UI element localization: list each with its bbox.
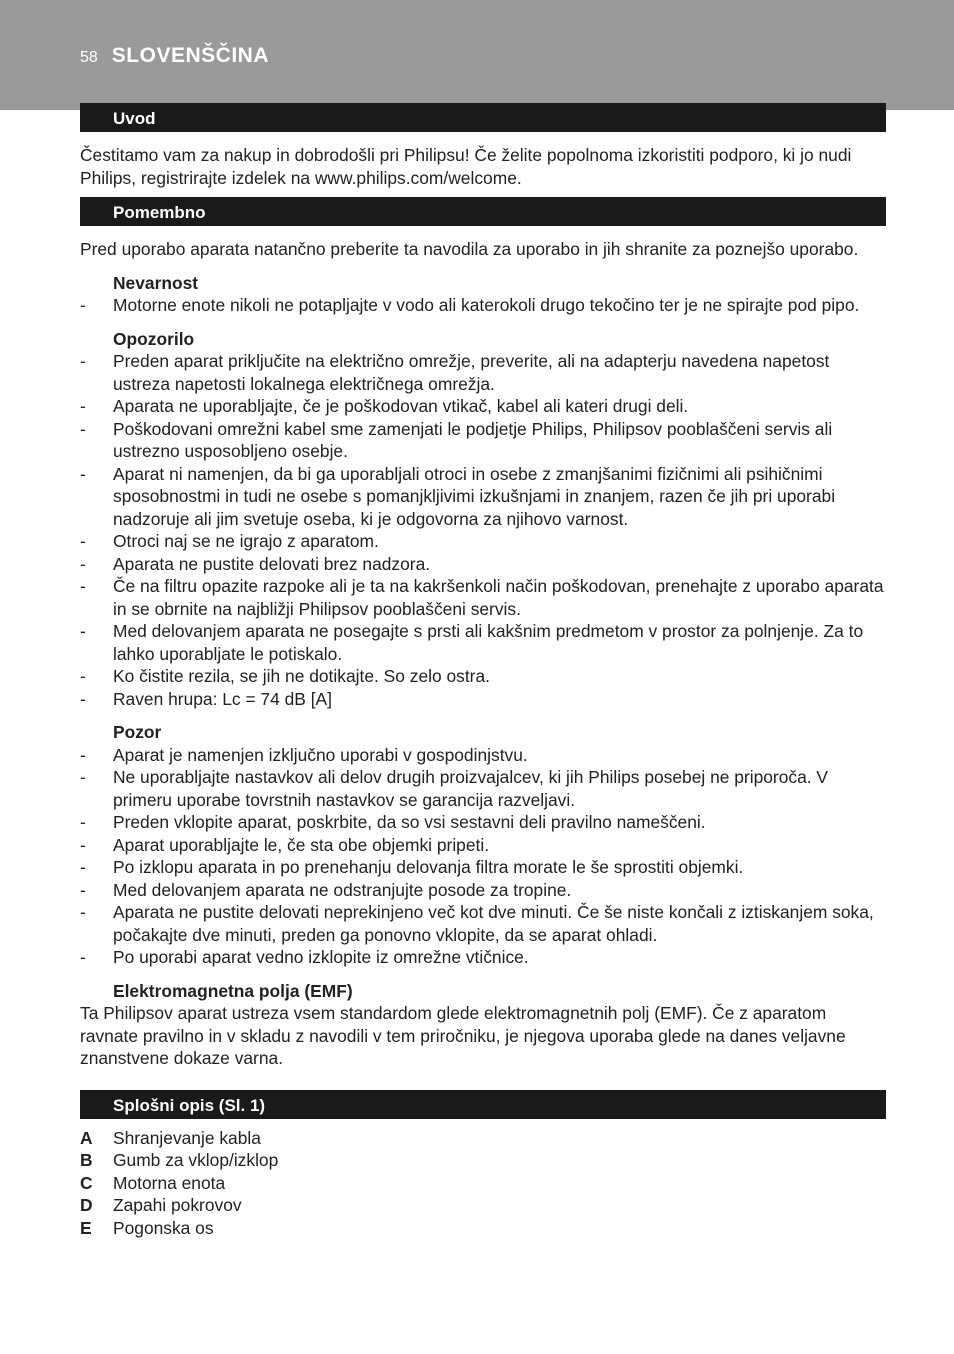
list-item: [80, 395, 886, 418]
bullet-text: Raven hrupa: Lc = 74 dB [A]: [113, 688, 332, 709]
emf-text: Ta Philipsov aparat ustreza vsem standardom glede elektromagnetnih polj (EMF). Če z aparatom ravnate pravilno in v skladu z navodili v tem priročniku, je njegova uporaba glede na danes veljavne znanstvene dokaze varna.: [80, 1003, 846, 1068]
list-item: [80, 350, 886, 395]
list-item: [80, 834, 886, 857]
bullet-text: Preden vklopite aparat, poskrbite, da so vsi sestavni deli pravilno nameščeni.: [113, 812, 706, 832]
bullet-text: Preden aparat priključite na električno omrežje, preverite, ali na adapterju navedena napetost ustreza napetosti lokalnega električnega omrežja.: [113, 351, 830, 394]
part-label: Motorna enota: [113, 1172, 226, 1193]
part-label: Pogonska os: [113, 1217, 214, 1238]
subheading-nevarnost: Nevarnost: [113, 272, 199, 293]
list-item: [80, 665, 886, 688]
part-letter: D: [80, 1195, 93, 1215]
bullet-dash: -: [80, 463, 86, 484]
list-item: [80, 620, 886, 665]
list-pozor: [80, 744, 886, 969]
bullet-dash: -: [80, 767, 86, 787]
subheading-opozorilo: Opozorilo: [113, 328, 195, 349]
bullet-text: Med delovanjem aparata ne posegajte s prsti ali kakšnim predmetom v prostor za polnjenje. Za to lahko uporabljate le potiskalo.: [113, 621, 864, 664]
list-item: [80, 294, 886, 317]
language-title: SLOVENŠČINA: [111, 44, 269, 67]
subheading-emf: Elektromagnetna polja (EMF): [113, 980, 353, 1001]
list-item: [80, 766, 886, 811]
bullet-text: Poškodovani omrežni kabel sme zamenjati le podjetje Philips, Philipsov pooblaščeni servis ali ustrezno usposobljeno osebje.: [113, 418, 833, 461]
bullet-text: Motorne enote nikoli ne potapljajte v vodo ali katerokoli drugo tekočino ter je ne spirajte pod pipo.: [113, 295, 860, 315]
bullet-text: Aparata ne pustite delovati brez nadzora.: [113, 553, 431, 574]
bullet-text: Med delovanjem aparata ne odstranjujte posode za tropine.: [113, 879, 572, 900]
list-item: [80, 418, 886, 463]
part-letter: A: [80, 1127, 93, 1148]
bullet-dash: -: [80, 531, 86, 551]
list-item: [80, 879, 886, 902]
bullet-dash: -: [80, 879, 86, 900]
section-heading-uvod: Uvod: [80, 103, 886, 132]
bullet-text: Aparat uporabljajte le, če sta obe objemki pripeti.: [113, 834, 490, 855]
list-item: [80, 811, 886, 834]
list-nevarnost: [80, 294, 886, 317]
part-label: Zapahi pokrovov: [113, 1195, 242, 1215]
list-item: [80, 1149, 886, 1172]
list-opozorilo: [80, 350, 886, 710]
bullet-dash: -: [80, 902, 86, 922]
part-letter: E: [80, 1217, 92, 1238]
subheading-pozor: Pozor: [113, 722, 162, 742]
list-item: [80, 1217, 886, 1240]
list-item: [80, 1127, 886, 1150]
bullet-dash: -: [80, 553, 86, 574]
page-content: [80, 103, 886, 1239]
pomembno-intro: Pred uporabo aparata natančno preberite ta navodila za uporabo in jih shranite za poznejšo uporabo.: [80, 239, 859, 259]
bullet-text: Aparata ne uporabljajte, če je poškodovan vtikač, kabel ali kateri drugi deli.: [113, 396, 689, 416]
bullet-dash: -: [80, 744, 86, 765]
list-item: [80, 946, 886, 969]
list-item: [80, 688, 886, 711]
bullet-dash: -: [80, 812, 86, 832]
part-label: Shranjevanje kabla: [113, 1127, 261, 1148]
bullet-dash: -: [80, 295, 86, 315]
bullet-text: Ko čistite rezila, se jih ne dotikajte. So zelo ostra.: [113, 666, 490, 686]
bullet-dash: -: [80, 351, 86, 371]
bullet-text: Otroci naj se ne igrajo z aparatom.: [113, 531, 379, 551]
bullet-dash: -: [80, 396, 86, 416]
bullet-text: Aparat ni namenjen, da bi ga uporabljali otroci in osebe z zmanjšanimi fizičnimi ali psihičnimi sposobnostmi in tudi ne osebe s pomanjkljivimi izkušnjami in znanjem, razen če jih pri uporabi nadzoruje ali jim svetuje oseba, ki je odgovorna za njihovo varnost.: [113, 463, 836, 529]
page-header: [80, 44, 269, 68]
bullet-text: Če na filtru opazite razpoke ali je ta na kakršenkoli način poškodovan, prenehajte z uporabo aparata in se obrnite na najbližji Philipsov pooblaščeni servis.: [113, 576, 884, 619]
list-item: [80, 901, 886, 946]
part-letter: B: [80, 1150, 93, 1170]
bullet-dash: -: [80, 621, 86, 641]
bullet-dash: -: [80, 947, 86, 967]
bullet-dash: -: [80, 834, 86, 855]
list-item: [80, 1172, 886, 1195]
list-item: [80, 1194, 886, 1217]
list-item: [80, 575, 886, 620]
uvod-text: Čestitamo vam za nakup in dobrodošli pri Philipsu! Če želite popolnoma izkoristiti podporo, ki jo nudi Philips, registrirajte izdelek na www.philips.com/welcome.: [80, 145, 852, 188]
part-letter: C: [80, 1172, 93, 1193]
bullet-dash: -: [80, 666, 86, 686]
list-item: [80, 856, 886, 879]
bullet-text: Po izklopu aparata in po prenehanju delovanja filtra morate le še sprostiti objemki.: [113, 857, 744, 877]
list-item: [80, 553, 886, 576]
page-number: 58: [80, 49, 98, 66]
bullet-text: Po uporabi aparat vedno izklopite iz omrežne vtičnice.: [113, 947, 529, 967]
bullet-dash: -: [80, 418, 86, 439]
list-item: [80, 530, 886, 553]
bullet-dash: -: [80, 857, 86, 877]
part-label: Gumb za vklop/izklop: [113, 1150, 279, 1170]
parts-list: [80, 1127, 886, 1240]
list-item: [80, 744, 886, 767]
list-item: [80, 463, 886, 531]
bullet-text: Aparata ne pustite delovati neprekinjeno več kot dve minuti. Če še niste končali z iztiskanjem soka, počakajte dve minuti, preden ga ponovno vklopite, da se aparat ohladi.: [113, 902, 874, 945]
section-heading-splosni: Splošni opis (Sl. 1): [80, 1090, 886, 1119]
bullet-text: Aparat je namenjen izključno uporabi v gospodinjstvu.: [113, 744, 528, 765]
bullet-dash: -: [80, 688, 86, 709]
section-heading-pomembno: Pomembno: [80, 197, 886, 226]
bullet-dash: -: [80, 576, 86, 596]
bullet-text: Ne uporabljajte nastavkov ali delov drugih proizvajalcev, ki jih Philips posebej ne priporoča. V primeru uporabe tovrstnih nastavkov se garancija razveljavi.: [113, 767, 829, 810]
